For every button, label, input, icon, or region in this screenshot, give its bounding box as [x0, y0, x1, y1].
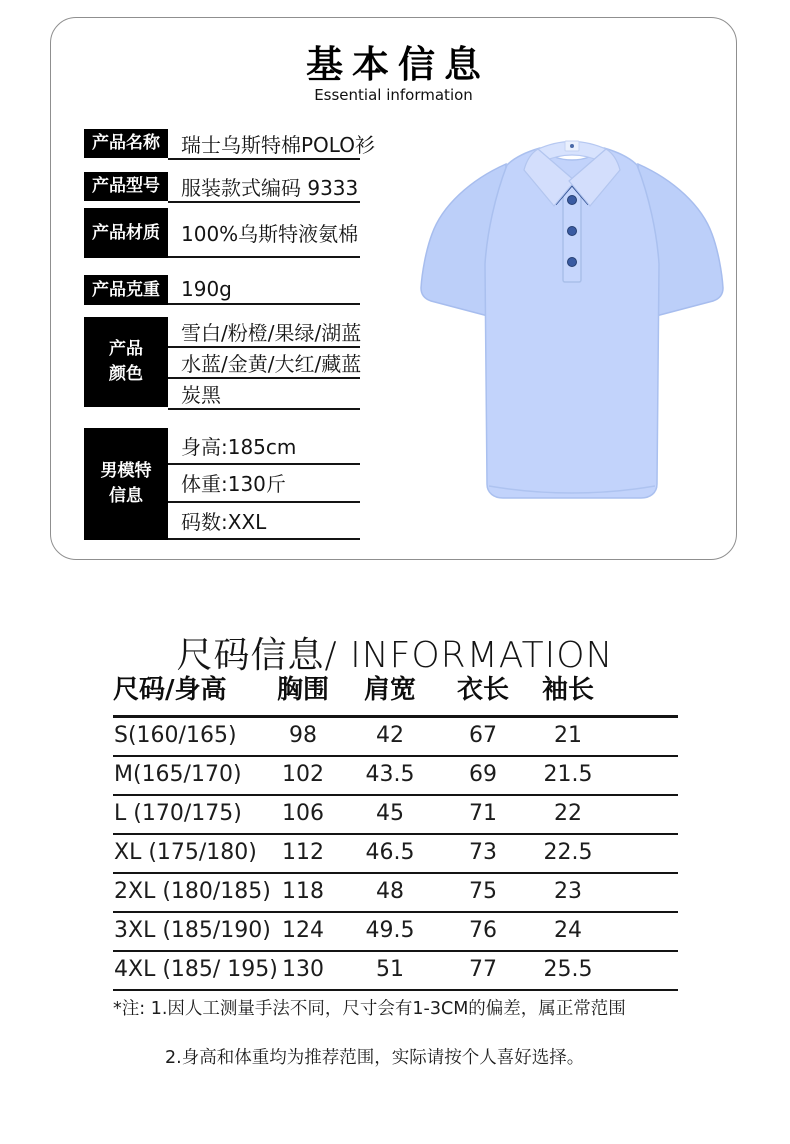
info-label [84, 275, 168, 305]
table-row [113, 873, 678, 912]
table-cell: 102 [263, 756, 343, 795]
table-cell: 3XL (185/190) [113, 912, 263, 951]
table-cell: L (170/175) [113, 795, 263, 834]
table-cell-pad [607, 951, 678, 990]
polo-shirt-image [402, 136, 742, 506]
table-row [113, 951, 678, 990]
info-value: 服装款式编码 9333 [168, 172, 360, 203]
info-label-text: 产品名称 [92, 133, 160, 154]
shirt-button [568, 196, 577, 205]
info-value: 身高:185cm [168, 428, 360, 465]
info-value: 码数:XXL [168, 503, 360, 540]
shirt-button [568, 258, 577, 267]
info-label-text: 男模特 [100, 461, 152, 482]
table-row [113, 912, 678, 951]
info-label [84, 129, 168, 158]
table-cell: 2XL (180/185) [113, 873, 263, 912]
info-label [84, 208, 168, 258]
table-cell: 77 [437, 951, 529, 990]
table-cell: 46.5 [343, 834, 437, 873]
table-cell: 76 [437, 912, 529, 951]
table-cell: 112 [263, 834, 343, 873]
table-cell-pad [607, 834, 678, 873]
table-row [113, 716, 678, 756]
col-header-shoulder: 肩宽 [343, 676, 437, 716]
table-cell: 23 [529, 873, 607, 912]
table-cell: 106 [263, 795, 343, 834]
table-cell: 42 [343, 716, 437, 756]
info-row-product-material [84, 208, 360, 258]
shirt-placket [563, 180, 581, 282]
table-cell: 48 [343, 873, 437, 912]
info-value: 水蓝/金黄/大红/藏蓝 [168, 348, 360, 379]
table-row [113, 795, 678, 834]
size-table [113, 676, 678, 991]
table-cell-pad [607, 795, 678, 834]
col-header-length: 衣长 [437, 676, 529, 716]
table-cell-pad [607, 756, 678, 795]
info-row-product-model [84, 172, 360, 201]
info-label [84, 317, 168, 407]
basic-info-subtitle: Essential information [314, 85, 473, 104]
table-cell: M(165/170) [113, 756, 263, 795]
size-table-header-row [113, 676, 678, 716]
info-label-text: 颜色 [109, 364, 143, 384]
note-line: 2.身高和体重均为推荐范围，实际请按个人喜好选择。 [165, 1048, 585, 1068]
col-header-chest: 胸围 [263, 676, 343, 716]
table-cell: 130 [263, 951, 343, 990]
info-label-text: 产品型号 [92, 176, 160, 197]
table-cell: 51 [343, 951, 437, 990]
col-header-pad [607, 676, 678, 716]
table-cell: 22 [529, 795, 607, 834]
table-row [113, 756, 678, 795]
info-row-product-weight [84, 275, 360, 305]
table-cell: 43.5 [343, 756, 437, 795]
table-cell: 22.5 [529, 834, 607, 873]
size-info-title: 尺码信息/ INFORMATION [176, 634, 614, 676]
table-cell: S(160/165) [113, 716, 263, 756]
table-row [113, 834, 678, 873]
info-value: 体重:130斤 [168, 465, 360, 502]
info-value: 100%乌斯特液氨棉 [168, 208, 360, 258]
table-cell: 67 [437, 716, 529, 756]
info-label [84, 428, 168, 540]
info-value: 190g [168, 275, 360, 305]
table-cell: 45 [343, 795, 437, 834]
table-cell: 124 [263, 912, 343, 951]
table-cell-pad [607, 912, 678, 951]
info-label [84, 172, 168, 201]
col-header-size: 尺码/身高 [113, 676, 263, 716]
note-line: *注: 1.因人工测量手法不同，尺寸会有1-3CM的偏差，属正常范围 [113, 999, 626, 1019]
table-cell: 71 [437, 795, 529, 834]
table-cell: 75 [437, 873, 529, 912]
info-value: 雪白/粉橙/果绿/湖蓝 [168, 317, 360, 348]
table-cell: 98 [263, 716, 343, 756]
table-cell: XL (175/180) [113, 834, 263, 873]
info-label-text: 产品材质 [92, 222, 160, 243]
table-cell: 49.5 [343, 912, 437, 951]
table-cell: 4XL (185/ 195) [113, 951, 263, 990]
info-value: 炭黑 [168, 379, 360, 410]
size-notes [113, 999, 626, 1069]
table-cell: 21 [529, 716, 607, 756]
info-label-text: 产品克重 [92, 279, 160, 300]
info-row-product-name [84, 129, 375, 158]
info-value: 瑞士乌斯特棉POLO衫 [168, 129, 360, 160]
table-cell: 73 [437, 834, 529, 873]
col-header-sleeve: 袖长 [529, 676, 607, 716]
table-cell-pad [607, 716, 678, 756]
table-cell: 118 [263, 873, 343, 912]
table-cell: 25.5 [529, 951, 607, 990]
table-cell-pad [607, 873, 678, 912]
table-cell: 69 [437, 756, 529, 795]
shirt-button [568, 227, 577, 236]
info-label-text: 产品 [109, 339, 143, 360]
table-cell: 21.5 [529, 756, 607, 795]
info-row-product-colors [84, 317, 360, 407]
basic-info-title: 基本信息 [306, 43, 490, 86]
table-cell: 24 [529, 912, 607, 951]
info-label-text: 信息 [109, 486, 143, 506]
info-row-model-info [84, 428, 360, 540]
